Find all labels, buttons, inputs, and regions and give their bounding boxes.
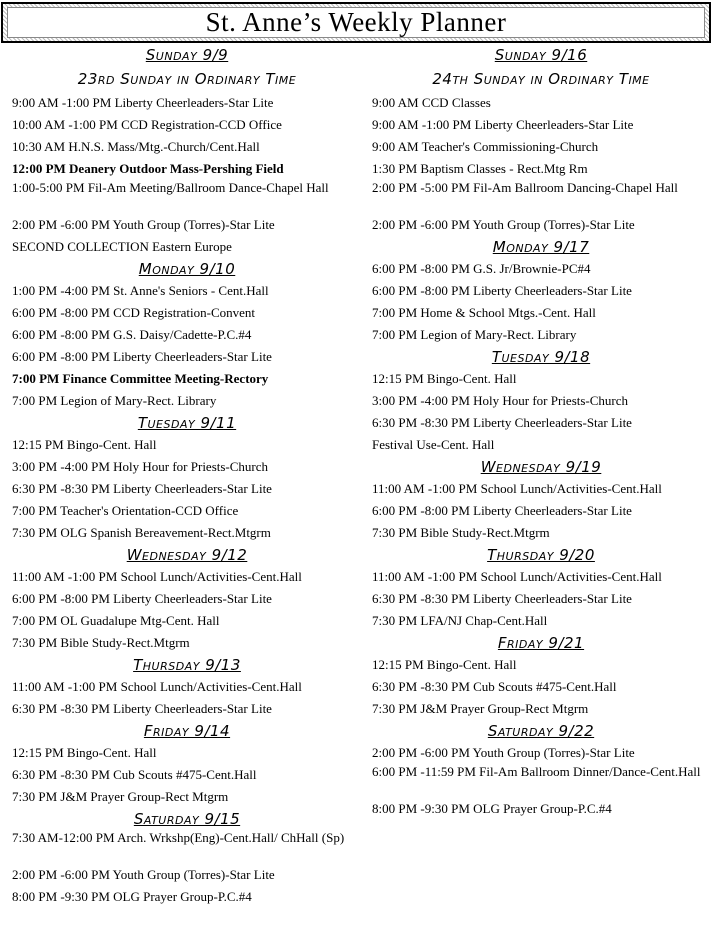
event-item: 7:30 PM Bible Study-Rect.Mtgrm	[372, 525, 550, 540]
event-item: 6:30 PM -8:30 PM Cub Scouts #475-Cent.Hall	[12, 767, 257, 782]
event-item: 2:00 PM -5:00 PM Fil-Am Ballroom Dancing-Chapel Hall	[372, 180, 678, 195]
event-item: 2:00 PM -6:00 PM Youth Group (Torres)-Star Lite	[372, 745, 635, 760]
event-item: 2:00 PM -6:00 PM Youth Group (Torres)-Star Lite	[372, 217, 635, 232]
event-item: 6:00 PM -8:00 PM G.S. Jr/Brownie-PC#4	[372, 261, 591, 276]
event-item: 6:00 PM -8:00 PM CCD Registration-Convent	[12, 305, 256, 320]
liturgical-subtitle: 23rd Sunday in Ordinary Time	[77, 70, 297, 88]
event-item: 7:30 PM J&M Prayer Group-Rect Mtgrm	[12, 789, 229, 804]
day-heading: Monday 9/10	[138, 260, 236, 278]
day-heading: Sunday 9/16	[494, 46, 588, 64]
event-item: 12:15 PM Bingo-Cent. Hall	[12, 437, 157, 452]
event-item: 7:00 PM Teacher's Orientation-CCD Office	[12, 503, 239, 518]
day-heading: Tuesday 9/18	[491, 348, 591, 366]
event-item: 6:00 PM -8:00 PM Liberty Cheerleaders-Star Lite	[12, 349, 272, 364]
event-item-highlighted: 12:00 PM Deanery Outdoor Mass-Pershing Field	[12, 161, 284, 176]
event-item: 6:30 PM -8:30 PM Liberty Cheerleaders-Star Lite	[12, 481, 272, 496]
event-item: 11:00 AM -1:00 PM School Lunch/Activities-Cent.Hall	[12, 679, 302, 694]
event-item-highlighted: 7:00 PM Finance Committee Meeting-Rectory	[12, 371, 269, 386]
day-heading: Wednesday 9/19	[480, 458, 602, 476]
page-title: St. Anne’s Weekly Planner	[205, 7, 507, 37]
day-heading: Saturday 9/15	[133, 810, 241, 828]
event-item: 9:00 AM -1:00 PM Liberty Cheerleaders-Star Lite	[372, 117, 634, 132]
event-item: 7:00 PM Legion of Mary-Rect. Library	[372, 327, 577, 342]
day-heading: Saturday 9/22	[487, 722, 595, 740]
event-item: 6:00 PM -8:00 PM G.S. Daisy/Cadette-P.C.#4	[12, 327, 252, 342]
event-item: 1:30 PM Baptism Classes - Rect.Mtg Rm	[372, 161, 588, 176]
event-item: 7:30 PM OLG Spanish Bereavement-Rect.Mtgrm	[12, 525, 271, 540]
event-item: 1:00 PM -4:00 PM St. Anne's Seniors - Cent.Hall	[12, 283, 269, 298]
event-item: SECOND COLLECTION Eastern Europe	[12, 239, 232, 254]
event-item: 10:00 AM -1:00 PM CCD Registration-CCD Office	[12, 117, 282, 132]
day-heading: Thursday 9/13	[133, 656, 241, 674]
event-item: 9:00 AM -1:00 PM Liberty Cheerleaders-Star Lite	[12, 95, 274, 110]
event-item: 2:00 PM -6:00 PM Youth Group (Torres)-Star Lite	[12, 217, 275, 232]
event-item: 6:30 PM -8:30 PM Liberty Cheerleaders-Star Lite	[372, 591, 632, 606]
event-item: 7:00 PM Legion of Mary-Rect. Library	[12, 393, 217, 408]
event-item: 8:00 PM -9:30 PM OLG Prayer Group-P.C.#4	[372, 801, 612, 816]
event-item: 9:00 AM Teacher's Commissioning-Church	[372, 139, 599, 154]
day-heading: Sunday 9/9	[145, 46, 229, 64]
event-item: 3:00 PM -4:00 PM Holy Hour for Priests-Church	[372, 393, 629, 408]
event-item: 12:15 PM Bingo-Cent. Hall	[372, 371, 517, 386]
event-item: 1:00-5:00 PM Fil-Am Meeting/Ballroom Dance-Chapel Hall	[12, 180, 329, 195]
title-frame	[7, 7, 705, 38]
event-item: 11:00 AM -1:00 PM School Lunch/Activities-Cent.Hall	[372, 569, 662, 584]
event-item: 6:00 PM -8:00 PM Liberty Cheerleaders-Star Lite	[372, 283, 632, 298]
day-heading: Monday 9/17	[492, 238, 590, 256]
event-item: 9:00 AM CCD Classes	[372, 95, 491, 110]
event-item: Festival Use-Cent. Hall	[372, 437, 495, 452]
event-item: 3:00 PM -4:00 PM Holy Hour for Priests-Church	[12, 459, 269, 474]
event-item: 7:00 PM OL Guadalupe Mtg-Cent. Hall	[12, 613, 220, 628]
event-item: 7:30 PM LFA/NJ Chap-Cent.Hall	[372, 613, 548, 628]
day-heading: Thursday 9/20	[487, 546, 595, 564]
day-heading: Wednesday 9/12	[126, 546, 248, 564]
event-item: 6:30 PM -8:30 PM Liberty Cheerleaders-Star Lite	[12, 701, 272, 716]
event-item: 6:00 PM -11:59 PM Fil-Am Ballroom Dinner/Dance-Cent.Hall	[372, 764, 701, 779]
title-banner	[1, 2, 711, 43]
event-item: 11:00 AM -1:00 PM School Lunch/Activities-Cent.Hall	[12, 569, 302, 584]
event-item: 10:30 AM H.N.S. Mass/Mtg.-Church/Cent.Hall	[12, 139, 260, 154]
week-column-left	[12, 44, 362, 908]
event-item: 12:15 PM Bingo-Cent. Hall	[372, 657, 517, 672]
event-item: 6:00 PM -8:00 PM Liberty Cheerleaders-Star Lite	[12, 591, 272, 606]
event-item: 8:00 PM -9:30 PM OLG Prayer Group-P.C.#4	[12, 889, 252, 904]
event-item: 6:00 PM -8:00 PM Liberty Cheerleaders-Star Lite	[372, 503, 632, 518]
liturgical-subtitle: 24th Sunday in Ordinary Time	[432, 70, 650, 88]
event-item: 7:30 AM-12:00 PM Arch. Wrkshp(Eng)-Cent.Hall/ ChHall (Sp)	[12, 830, 345, 845]
event-item: 7:30 PM Bible Study-Rect.Mtgrm	[12, 635, 190, 650]
event-item: 7:30 PM J&M Prayer Group-Rect Mtgrm	[372, 701, 589, 716]
day-heading: Tuesday 9/11	[137, 414, 237, 432]
event-item: 6:30 PM -8:30 PM Cub Scouts #475-Cent.Hall	[372, 679, 617, 694]
event-item: 12:15 PM Bingo-Cent. Hall	[12, 745, 157, 760]
event-item: 7:00 PM Home & School Mtgs.-Cent. Hall	[372, 305, 596, 320]
day-heading: Friday 9/21	[497, 634, 585, 652]
week-column-right	[372, 44, 710, 820]
day-heading: Friday 9/14	[143, 722, 231, 740]
event-item: 2:00 PM -6:00 PM Youth Group (Torres)-Star Lite	[12, 867, 275, 882]
event-item: 11:00 AM -1:00 PM School Lunch/Activities-Cent.Hall	[372, 481, 662, 496]
event-item: 6:30 PM -8:30 PM Liberty Cheerleaders-Star Lite	[372, 415, 632, 430]
